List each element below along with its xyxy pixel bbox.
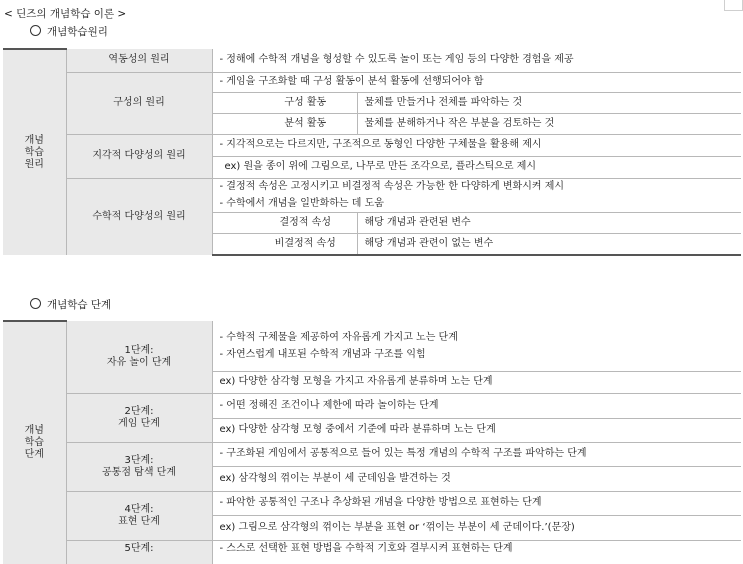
stage-4-name: 4단계: 표현 단계 xyxy=(66,491,212,540)
principle-name-math: 수학적 다양성의 원리 xyxy=(66,178,212,255)
indent-cell xyxy=(212,212,254,233)
math-sub-a-1: 결정적 속성 xyxy=(254,212,357,233)
stages-table xyxy=(3,320,741,564)
circle-bullet-icon xyxy=(30,25,41,36)
math-sub-b-2: 해당 개념과 관련이 없는 변수 xyxy=(357,233,741,255)
stage-2-desc: - 어떤 정해진 조건이나 제한에 따라 놀이하는 단계 xyxy=(212,393,741,418)
principle-desc-perceptual: - 지각적으로는 다르지만, 구조적으로 동형인 다양한 구체물을 활용해 제시 xyxy=(212,134,741,156)
corner-marker xyxy=(724,0,743,11)
stage-1-desc: - 수학적 구체물을 제공하여 자유롭게 가지고 노는 단계 - 자연스럽게 내포된 수학적 개념과 구조를 익힘 xyxy=(219,331,458,360)
stage-4-desc: - 파악한 공통적인 구조나 추상화된 개념을 다양한 방법으로 표현하는 단계 xyxy=(212,491,741,515)
page-heading: < 딘즈의 개념학습 이론 > xyxy=(4,8,127,20)
stages-category-cell: 개념 학습 단계 xyxy=(3,321,66,564)
principles-table xyxy=(3,48,741,256)
principle-desc-math-2: - 수학에서 개념을 일반화하는 데 도움 xyxy=(219,197,384,209)
indent-cell xyxy=(212,92,254,113)
principle-example-perceptual: ex) 원을 종이 위에 그림으로, 나무로 만든 조각으로, 플라스틱으로 제시 xyxy=(212,156,741,178)
math-sub-a-2: 비결정적 속성 xyxy=(254,233,357,255)
section-principles-title: 개념학습원리 xyxy=(30,24,108,39)
stage-4-example: ex) 그림으로 삼각형의 꺾이는 부분을 표현 or ‘꺾이는 부분이 세 군데이다.’(문장) xyxy=(212,515,741,540)
circle-bullet-icon xyxy=(30,298,41,309)
stage-3-desc: - 구조화된 게임에서 공통적으로 들어 있는 특정 개념의 수학적 구조를 파악하는 단계 xyxy=(212,442,741,466)
principle-desc-construct: - 게임을 구조화할 때 구성 활동이 분석 활동에 선행되어야 함 xyxy=(212,72,741,92)
section-stages-title: 개념학습 단계 xyxy=(30,297,111,312)
principle-desc-dynamic: - 정해에 수학적 개념을 형성할 수 있도록 놀이 또는 게임 등의 다양한 경험을 제공 xyxy=(219,54,574,66)
construct-sub-b-1: 물체를 만들거나 전체를 파악하는 것 xyxy=(357,92,741,113)
stage-3-name: 3단계: 공통점 탐색 단계 xyxy=(66,442,212,491)
stage-3-example: ex) 삼각형의 꺾이는 부분이 세 군데임을 발견하는 것 xyxy=(212,466,741,491)
indent-cell xyxy=(212,233,254,255)
construct-sub-a-1: 구성 활동 xyxy=(254,92,357,113)
stage-5-name: 5단계: xyxy=(66,540,212,564)
stage-5-desc: - 스스로 선택한 표현 방법을 수학적 기호와 결부시켜 표현하는 단계 xyxy=(212,540,741,564)
principles-category-cell: 개념 학습 원리 xyxy=(3,49,66,255)
principle-name-perceptual: 지각적 다양성의 원리 xyxy=(66,134,212,178)
principle-name-dynamic: 역동성의 원리 xyxy=(66,49,212,72)
stage-2-name: 2단계: 게임 단계 xyxy=(66,393,212,442)
principle-name-construct: 구성의 원리 xyxy=(66,72,212,134)
stage-1-name: 1단계: 자유 놀이 단계 xyxy=(66,321,212,393)
stage-2-example: ex) 다양한 삼각형 모형 중에서 기준에 따라 분류하며 노는 단계 xyxy=(212,418,741,442)
stage-1-example: ex) 다양한 삼각형 모형을 가지고 자유롭게 분류하며 노는 단계 xyxy=(212,371,741,393)
construct-sub-a-2: 분석 활동 xyxy=(254,113,357,134)
indent-cell xyxy=(212,113,254,134)
math-sub-b-1: 해당 개념과 관련된 변수 xyxy=(357,212,741,233)
principle-desc-math-1: - 결정적 속성은 고정시키고 비결정적 속성은 가능한 한 다양하게 변화시켜 제시 xyxy=(212,178,741,196)
construct-sub-b-2: 물체를 분해하거나 작은 부분을 검토하는 것 xyxy=(357,113,741,134)
